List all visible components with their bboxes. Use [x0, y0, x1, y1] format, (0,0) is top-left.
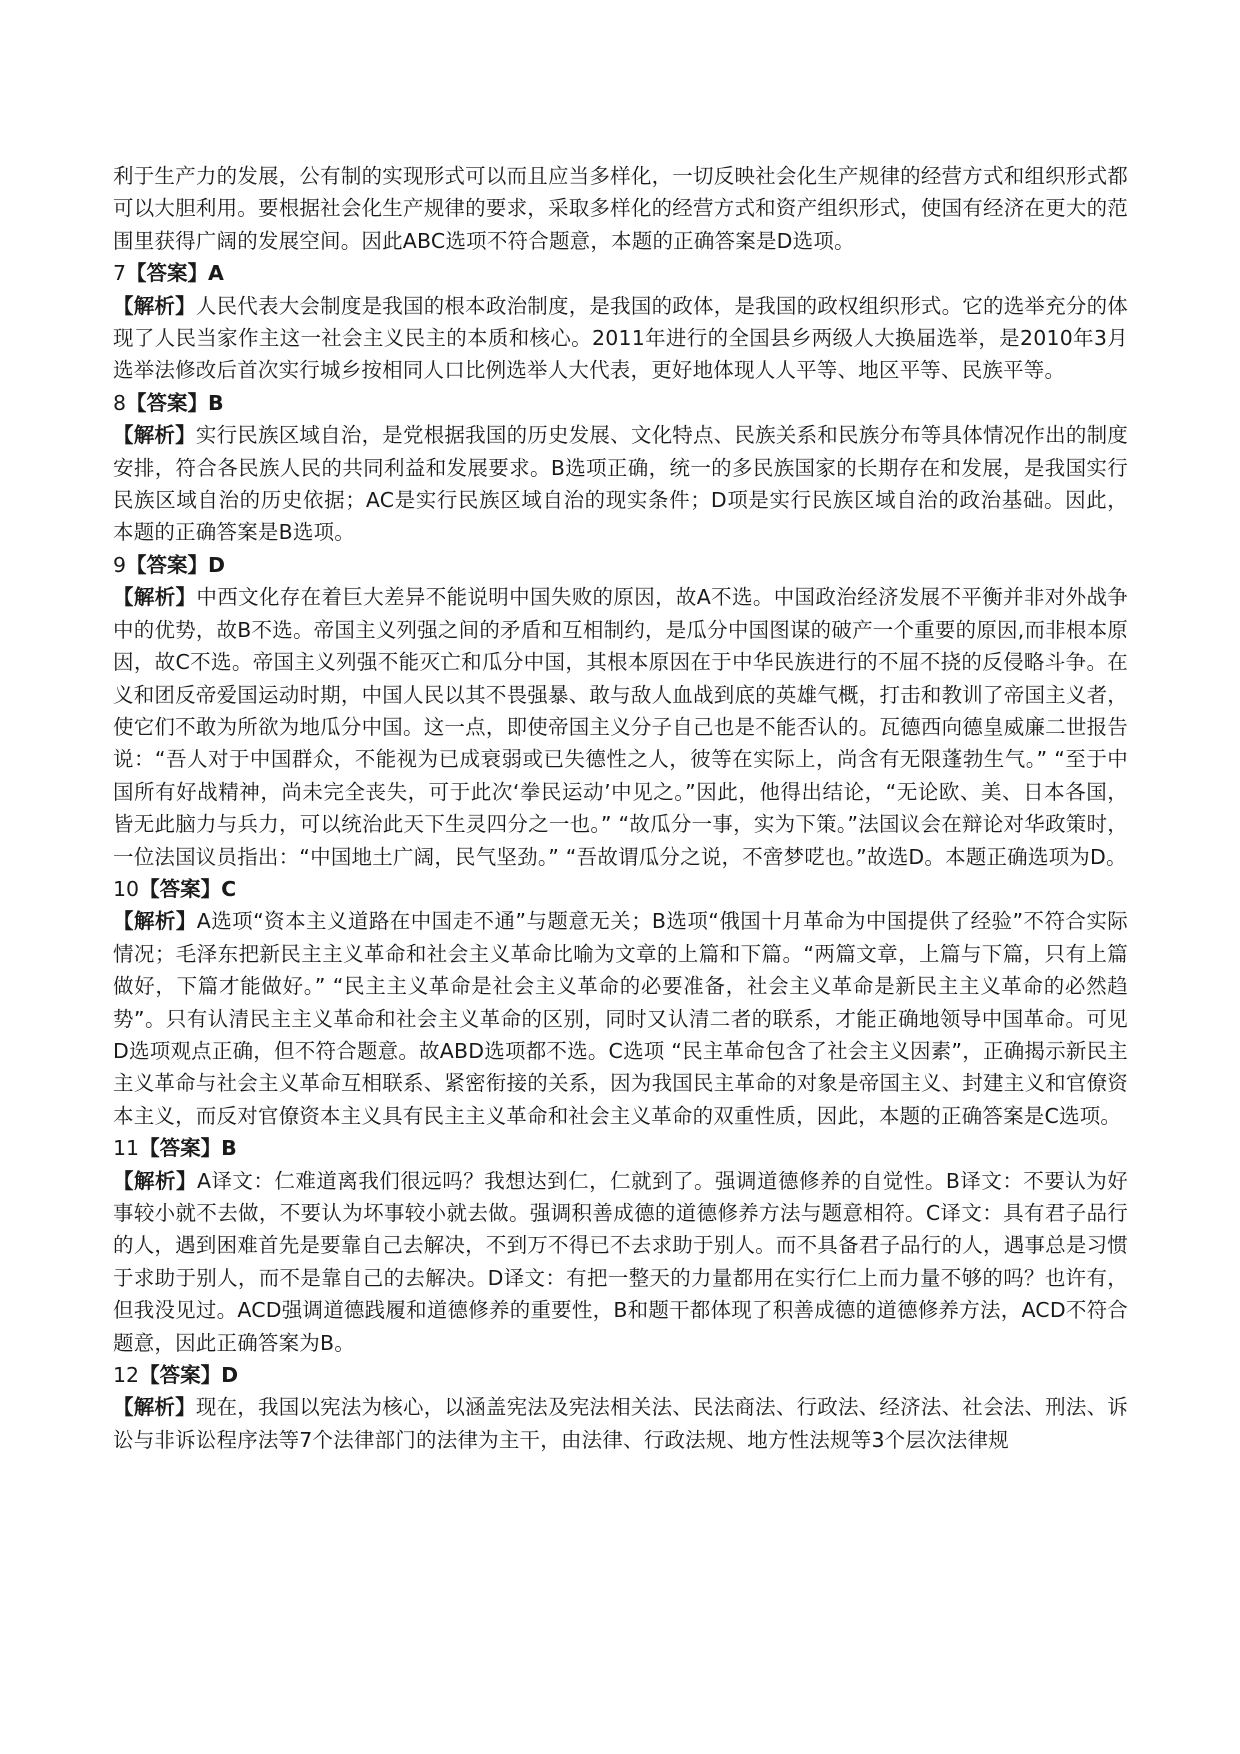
answer-line: [113, 257, 1128, 289]
analysis-text: 人民代表大会制度是我国的根本政治制度，是我国的政体，是我国的政权组织形式。它的选举充分的体现了人民当家作主这一社会主义民主的本质和核心。2011年进行的全国县乡两级人大换届选举，是2010年3月选举法修改后首次实行城乡按相同人口比例选举人大代表，更好地体现人人平等、地区平等、民族平等。: [113, 293, 1128, 383]
analysis-text: A译文：仁难道离我们很远吗？我想达到仁，仁就到了。强调道德修养的自觉性。B译文：不要认为好事较小就不去做，不要认为坏事较小就去做。强调积善成德的道德修养方法与题意相符。C译文：具有君子品行的人，遇到困难首先是要靠自己去解决，不到万不得已不去求助于别人。而不具备君子品行的人，遇事总是习惯于求助于别人，而不是靠自己的去解决。D译文：有把一整天的力量都用在实行仁上而力量不够的吗？也许有，但我没见过。ACD强调道德践履和道德修养的重要性，B和题干都体现了积善成德的道德修养方法，ACD不符合题意，因此正确答案为B。: [113, 1168, 1128, 1355]
analysis-paragraph: [113, 1165, 1128, 1359]
answer-tag: 【答案】: [126, 552, 209, 577]
answer-tag: 【答案】: [139, 1363, 222, 1388]
analysis-paragraph: [113, 290, 1128, 387]
analysis-text: 中西文化存在着巨大差异不能说明中国失败的原因，故A不选。中国政治经济发展不平衡并非对外战争中的优势，故B不选。帝国主义列强之间的矛盾和互相制约，是瓜分中国图谋的破产一个重要的原因,而非根本原因，故C不选。帝国主义列强不能灭亡和瓜分中国，其根本原因在于中华民族进行的不屈不挠的反侵略斗争。在义和团反帝爱国运动时期，中国人民以其不畏强暴、敢与敌人血战到底的英雄气概，打击和教训了帝国主义者，使它们不敢为所欲为地瓜分中国。这一点，即使帝国主义分子自己也是不能否认的。瓦德西向德皇威廉二世报告说：“吾人对于中国群众，不能视为已成衰弱或已失德性之人，彼等在实际上，尚含有无限蓬勃生气。” “至于中国所有好战精神，尚未完全丧失，可于此次‘拳民运动’中见之。”因此，他得出结论，“无论欧、美、日本各国，皆无此脑力与兵力，可以统治此天下生灵四分之一也。” “故瓜分一事，实为下策。”法国议会在辩论对华政策时，一位法国议员指出：“中国地土广阔，民气坚劲。” “吾故谓瓜分之说，不啻梦呓也。”故选D。本题正确选项为D。: [113, 585, 1128, 869]
question-number: 10: [113, 876, 140, 901]
analysis-paragraph: [113, 905, 1128, 1132]
question-number: 7: [113, 261, 127, 286]
answer-item-8: [113, 387, 1128, 549]
answer-item-9: [113, 549, 1128, 873]
analysis-paragraph: [113, 1391, 1128, 1456]
question-number: 12: [113, 1363, 140, 1388]
answer-value: D: [208, 552, 226, 577]
answer-tag: 【答案】: [139, 1136, 222, 1161]
answer-line: [113, 549, 1128, 581]
answer-line: [113, 387, 1128, 419]
answer-tag: 【答案】: [126, 390, 209, 415]
answer-value: B: [208, 390, 224, 415]
analysis-tag: 【解析】: [113, 909, 197, 934]
answer-value: C: [221, 876, 237, 901]
answer-line: [113, 1132, 1128, 1164]
analysis-tag: 【解析】: [113, 293, 196, 318]
analysis-text: A选项“资本主义道路在中国走不通”与题意无关；B选项“俄国十月革命为中国提供了经验”不符合实际情况；毛泽东把新民主主义革命和社会主义革命比喻为文章的上篇和下篇。“两篇文章，上篇与下篇，只有上篇做好，下篇才能做好。” “民主主义革命是社会主义革命的必要准备，社会主义革命是新民主主义革命的必然趋势”。只有认清民主主义革命和社会主义革命的区别，同时又认清二者的联系，才能正确地领导中国革命。可见D选项观点正确，但不符合题意。故ABD选项都不选。C选项 “民主革命包含了社会主义因素”，正确揭示新民主主义革命与社会主义革命互相联系、紧密衔接的关系，因为我国民主革命的对象是帝国主义、封建主义和官僚资本主义，而反对官僚资本主义具有民主主义革命和社会主义革命的双重性质，因此，本题的正确答案是C选项。: [113, 909, 1128, 1128]
answer-line: [113, 873, 1128, 905]
answer-item-11: [113, 1132, 1128, 1359]
answer-item-12: [113, 1359, 1128, 1456]
analysis-tag: 【解析】: [113, 1168, 197, 1193]
analysis-text: 现在，我国以宪法为核心，以涵盖宪法及宪法相关法、民法商法、行政法、经济法、社会法、刑法、诉讼与非诉讼程序法等7个法律部门的法律为主干，由法律、行政法规、地方性法规等3个层次法律规: [113, 1395, 1128, 1452]
answer-item-10: [113, 873, 1128, 1132]
analysis-paragraph: [113, 581, 1128, 873]
analysis-text: 实行民族区域自治，是党根据我国的历史发展、文化特点、民族关系和民族分布等具体情况作出的制度安排，符合各民族人民的共同利益和发展要求。B选项正确，统一的多民族国家的长期存在和发展，是我国实行民族区域自治的历史依据；AC是实行民族区域自治的现实条件；D项是实行民族区域自治的政治基础。因此，本题的正确答案是B选项。: [113, 423, 1128, 545]
answer-tag: 【答案】: [126, 261, 209, 286]
answer-item-7: [113, 257, 1128, 387]
answer-value: B: [221, 1136, 237, 1161]
answer-line: [113, 1359, 1128, 1391]
answer-value: D: [221, 1363, 239, 1388]
answer-tag: 【答案】: [139, 876, 222, 901]
question-number: 11: [113, 1136, 140, 1161]
analysis-tag: 【解析】: [113, 1395, 196, 1420]
document-page: [113, 160, 1128, 1456]
intro-paragraph: 利于生产力的发展，公有制的实现形式可以而且应当多样化，一切反映社会化生产规律的经营方式和组织形式都可以大胆利用。要根据社会化生产规律的要求，采取多样化的经营方式和资产组织形式，使国有经济在更大的范围里获得广阔的发展空间。因此ABC选项不符合题意，本题的正确答案是D选项。: [113, 164, 1128, 253]
analysis-tag: 【解析】: [113, 423, 196, 448]
question-number: 9: [113, 552, 127, 577]
analysis-paragraph: [113, 419, 1128, 549]
answer-value: A: [208, 261, 224, 286]
analysis-tag: 【解析】: [113, 585, 197, 610]
question-number: 8: [113, 390, 127, 415]
